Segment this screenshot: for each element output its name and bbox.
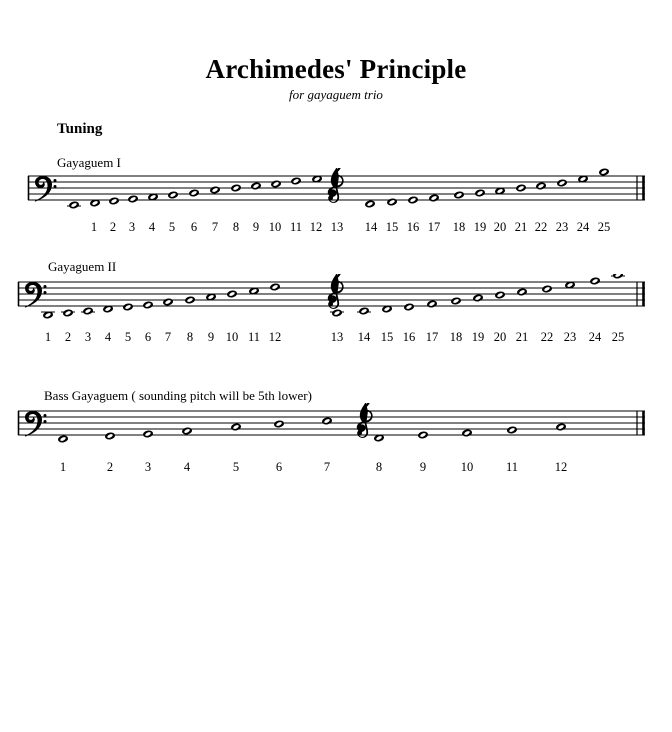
system-bass-gayaguem <box>0 403 672 453</box>
number-label: 4 <box>148 220 156 234</box>
number-label: 3 <box>84 330 92 344</box>
number-label: 11 <box>247 330 261 344</box>
number-label: 22 <box>540 330 554 344</box>
number-label: 6 <box>190 220 198 234</box>
number-label: 10 <box>268 220 282 234</box>
number-label: 25 <box>597 220 611 234</box>
staff-label-bass-gayaguem: Bass Gayaguem ( sounding pitch will be 5th lower) <box>44 388 312 403</box>
number-label: 2 <box>106 460 114 474</box>
bass-clef <box>25 282 47 308</box>
number-label: 22 <box>534 220 548 234</box>
number-label: 24 <box>576 220 590 234</box>
staff-label-gayaguem-2: Gayaguem II <box>48 259 117 274</box>
number-label: 8 <box>232 220 240 234</box>
page-title: Archimedes' Principle <box>205 54 467 84</box>
number-label: 13 <box>330 220 344 234</box>
number-label: 11 <box>505 460 519 474</box>
staff-gayaguem-2 <box>0 274 672 324</box>
number-label: 8 <box>186 330 194 344</box>
number-label: 6 <box>144 330 152 344</box>
number-label: 23 <box>563 330 577 344</box>
number-label: 15 <box>385 220 399 234</box>
number-label: 9 <box>419 460 427 474</box>
number-label: 17 <box>427 220 441 234</box>
number-label: 20 <box>493 330 507 344</box>
treble-clef <box>328 168 344 203</box>
number-label: 25 <box>611 330 625 344</box>
number-label: 19 <box>473 220 487 234</box>
number-label: 5 <box>232 460 240 474</box>
number-label: 10 <box>225 330 239 344</box>
bass-clef <box>35 176 57 202</box>
number-label: 13 <box>330 330 344 344</box>
number-label: 14 <box>357 330 371 344</box>
page-subtitle: for gayaguem trio <box>289 87 383 102</box>
number-label: 1 <box>44 330 52 344</box>
number-label: 5 <box>124 330 132 344</box>
number-label: 18 <box>452 220 466 234</box>
treble-clef <box>328 274 344 309</box>
number-label: 21 <box>514 220 528 234</box>
fingering-numbers-gayaguem-1 <box>0 220 672 236</box>
number-label: 16 <box>406 220 420 234</box>
noteheads-gayaguem-1 <box>0 168 672 218</box>
number-label: 1 <box>59 460 67 474</box>
number-label: 23 <box>555 220 569 234</box>
number-label: 12 <box>309 220 323 234</box>
system-gayaguem-2 <box>0 274 672 324</box>
number-label: 6 <box>275 460 283 474</box>
staff-gayaguem-1 <box>0 168 672 218</box>
number-label: 20 <box>493 220 507 234</box>
number-label: 16 <box>402 330 416 344</box>
section-heading-tuning: Tuning <box>57 121 103 137</box>
number-label: 8 <box>375 460 383 474</box>
fingering-numbers-gayaguem-2 <box>0 330 672 346</box>
bass-clef <box>25 411 47 437</box>
number-label: 18 <box>449 330 463 344</box>
number-label: 24 <box>588 330 602 344</box>
number-label: 1 <box>90 220 98 234</box>
number-label: 9 <box>252 220 260 234</box>
noteheads-bass-gayaguem <box>0 403 672 453</box>
number-label: 2 <box>109 220 117 234</box>
fingering-numbers-bass-gayaguem <box>0 460 672 476</box>
number-label: 17 <box>425 330 439 344</box>
number-label: 11 <box>289 220 303 234</box>
number-label: 12 <box>268 330 282 344</box>
number-label: 21 <box>515 330 529 344</box>
noteheads-gayaguem-2 <box>0 274 672 324</box>
staff-label-gayaguem-1: Gayaguem I <box>57 155 121 170</box>
number-label: 14 <box>364 220 378 234</box>
number-label: 9 <box>207 330 215 344</box>
number-label: 7 <box>323 460 331 474</box>
staff-bass-gayaguem <box>0 403 672 453</box>
system-gayaguem-1 <box>0 168 672 218</box>
number-label: 5 <box>168 220 176 234</box>
number-label: 7 <box>164 330 172 344</box>
number-label: 3 <box>144 460 152 474</box>
number-label: 7 <box>211 220 219 234</box>
number-label: 4 <box>183 460 191 474</box>
treble-clef <box>357 403 373 438</box>
number-label: 15 <box>380 330 394 344</box>
number-label: 4 <box>104 330 112 344</box>
number-label: 19 <box>471 330 485 344</box>
number-label: 3 <box>128 220 136 234</box>
number-label: 2 <box>64 330 72 344</box>
number-label: 10 <box>460 460 474 474</box>
number-label: 12 <box>554 460 568 474</box>
